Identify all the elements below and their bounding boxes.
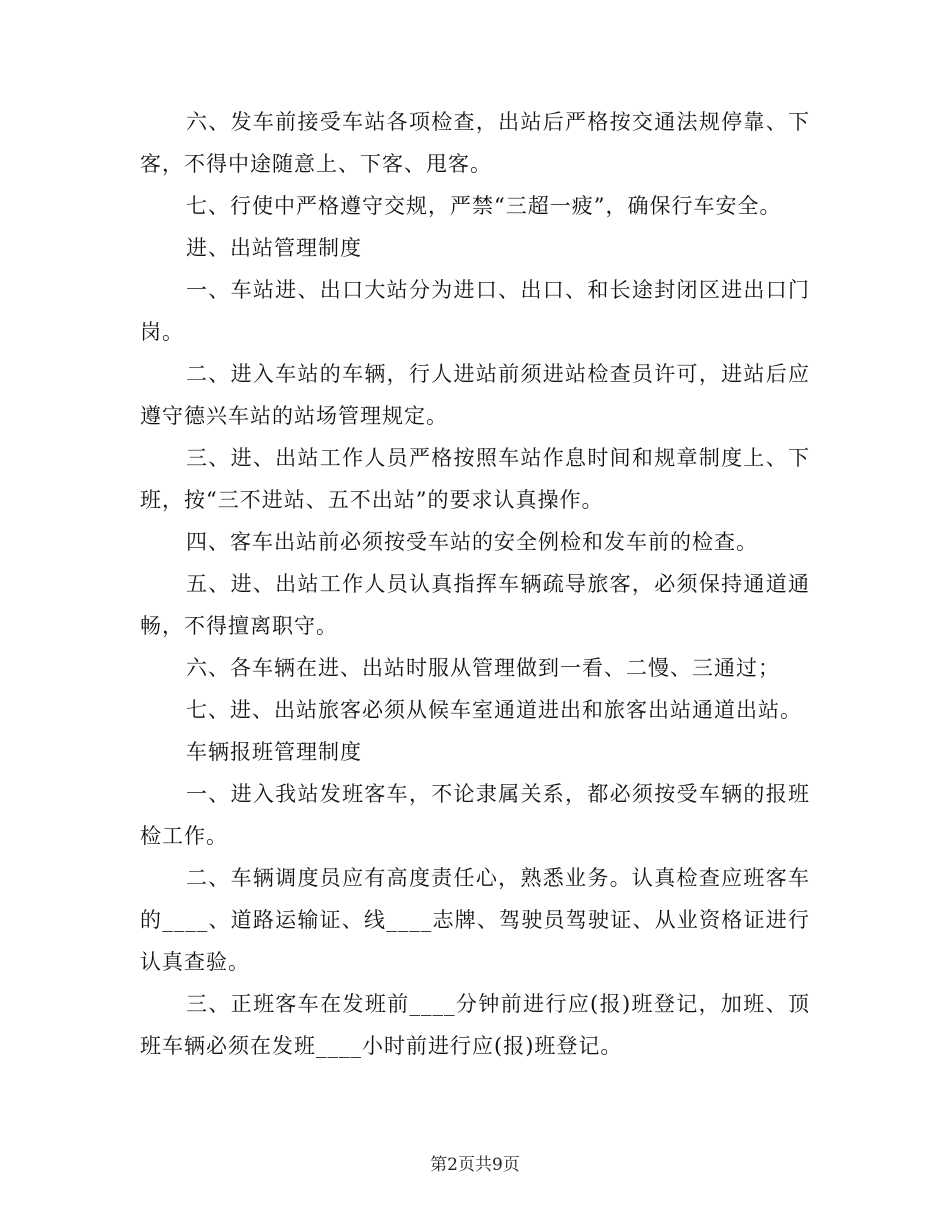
- paragraph: 一、进入我站发班客车，不论隶属关系，都必须按受车辆的报班检工作。: [140, 782, 810, 848]
- paragraph: 六、各车辆在进、出站时服从管理做到一看、二慢、三通过；: [186, 656, 780, 680]
- paragraph: 七、行使中严格遵守交规，严禁“三超一疲”，确保行车安全。: [186, 194, 782, 218]
- paragraph: 二、车辆调度员应有高度责任心，熟悉业务。认真检查应班客车的____、道路运输证、线____志牌、驾驶员驾驶证、从业资格证进行认真查验。: [140, 866, 810, 974]
- document-body: [140, 101, 810, 1067]
- paragraph: 六、发车前接受车站各项检查，出站后严格按交通法规停靠、下客，不得中途随意上、下客、甩客。: [140, 110, 810, 176]
- paragraph: 三、进、出站工作人员严格按照车站作息时间和规章制度上、下班，按“三不进站、五不出站”的要求认真操作。: [140, 446, 810, 512]
- paragraph: 二、进入车站的车辆，行人进站前须进站检查员许可，进站后应遵守德兴车站的站场管理规定。: [140, 362, 810, 428]
- paragraph: 七、进、出站旅客必须从候车室通道进出和旅客出站通道出站。: [186, 698, 802, 722]
- page-number: 第2页共9页: [430, 1155, 520, 1175]
- paragraph: 三、正班客车在发班前____分钟前进行应(报)班登记，加班、顶班车辆必须在发班____小时前进行应(报)班登记。: [140, 992, 810, 1058]
- paragraph: 五、进、出站工作人员认真指挥车辆疏导旅客，必须保持通道通畅，不得擅离职守。: [140, 572, 810, 638]
- paragraph: 一、车站进、出口大站分为进口、出口、和长途封闭区进出口门岗。: [140, 278, 810, 344]
- paragraph: 四、客车出站前必须按受车站的安全例检和发车前的检查。: [186, 530, 758, 554]
- section-heading: 车辆报班管理制度: [186, 740, 362, 764]
- section-heading: 进、出站管理制度: [186, 236, 362, 260]
